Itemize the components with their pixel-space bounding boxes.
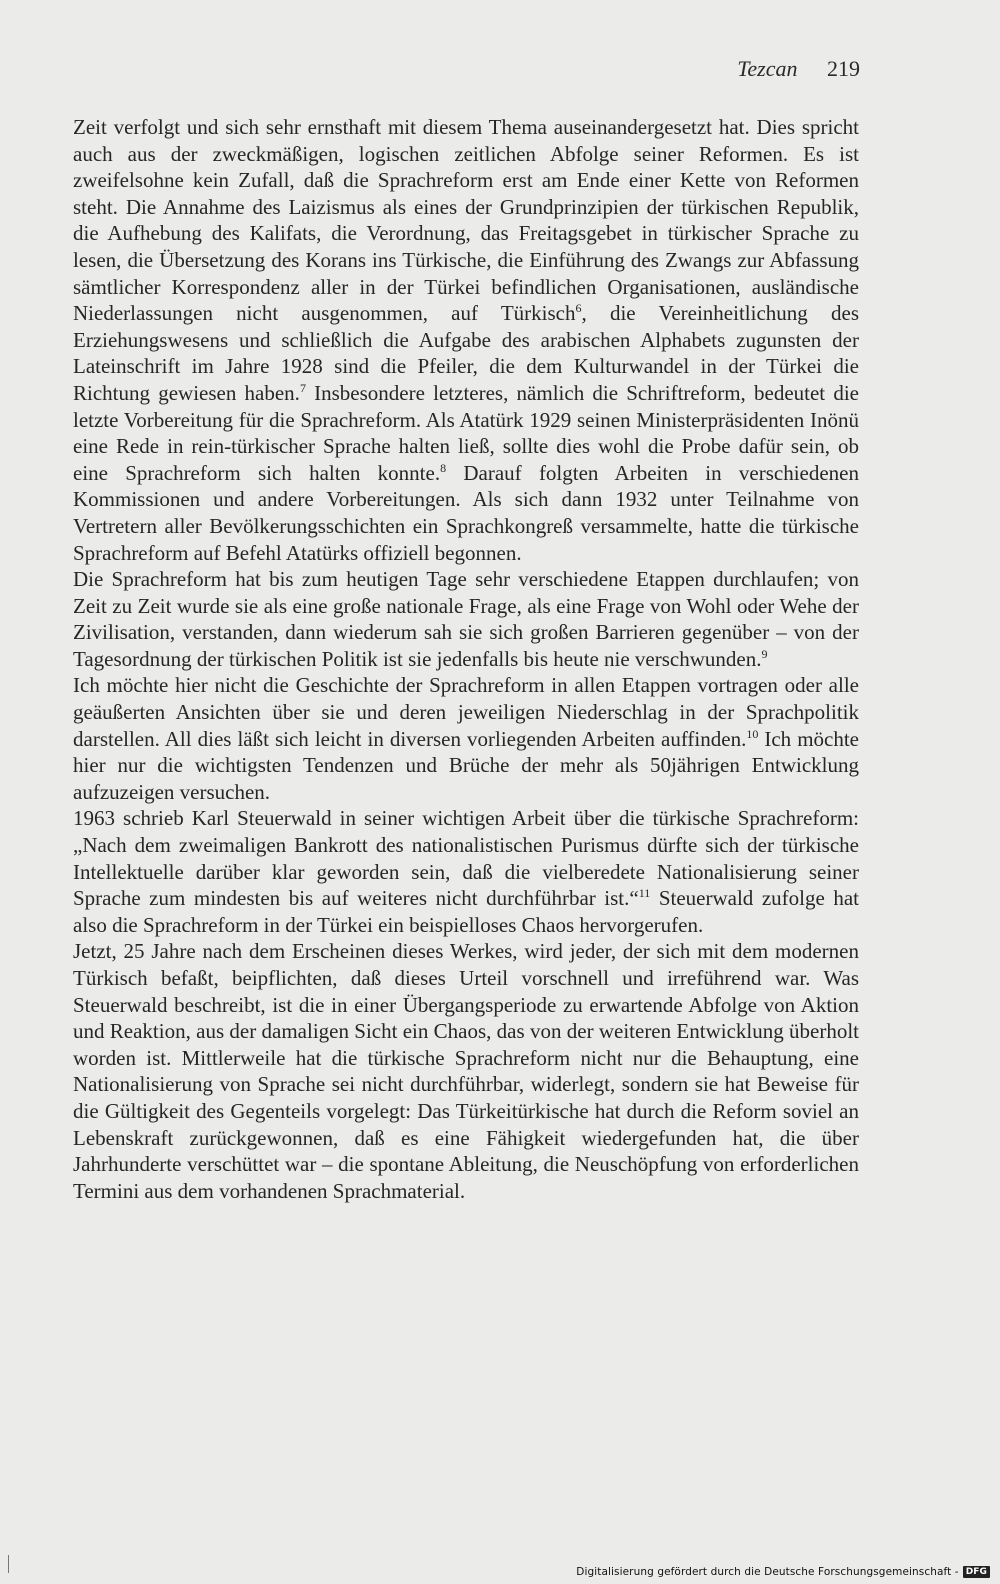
paragraph-text: , die Vereinheitlichung des Erziehungswesens und schließlich die Aufgabe des arabischen Alphabets zugunsten der Lateinschrift im Jahre 1928 sind die Pfeiler, die dem Kulturwandel in der Türkei die Richtung gewiesen haben. (73, 301, 859, 405)
paragraph (73, 114, 859, 566)
paragraph-text: 1963 schrieb Karl Steuerwald in seiner wichtigen Arbeit über die türkische Sprachreform: „Nach dem zweimaligen Bankrott des nationalistischen Purismus dürfte sich der türkische Intellektuelle darüber klar geworden sein, daß die vielberedete Nationalisierung seiner Sprache zum mindesten bis auf weiteres nicht durchführbar ist.“ (73, 806, 859, 911)
footnote-reference: 9 (761, 646, 768, 661)
paragraph-text: Zeit verfolgt und sich sehr ernsthaft mit diesem Thema auseinandergesetzt hat. Dies spricht auch aus der zweckmäßigen, logischen zeitlichen Abfolge seiner Reformen. Es ist zweifelsohne kein Zufall, daß die Sprachreform erst am Ende einer Kette von Reformen steht. Die Annahme des Laizismus als eines der Grundprinzipien der türkischen Republik, die Aufhebung des Kalifats, die Verordnung, das Freitagsgebet in türkischer Sprache zu lesen, die Übersetzung des Korans ins Türkische, die Einführung des Zwangs zur Abfassung sämtlicher Korrespondenz aller in der Türkei befindlichen Organisationen, ausländische Niederlassungen nicht ausgenommen, auf Türkisch (73, 115, 859, 326)
page-number: 219 (827, 56, 860, 81)
scan-edge-mark (8, 1555, 9, 1573)
paragraph-text: Steuerwald zufolge hat also die Sprachreform in der Türkei ein beispielloses Chaos hervorgerufen. (73, 886, 859, 937)
body-text (73, 114, 859, 1204)
paragraph-text: Die Sprachreform hat bis zum heutigen Tage sehr verschiedene Etappen durchlaufen; von Zeit zu Zeit wurde sie als eine große nationale Frage, als eine Frage von Wohl oder Wehe der Zivilisation, verstanden, dann wiederum sah sie sich großen Barrieren gegenüber – von der Tagesordnung der türkischen Politik ist sie jedenfalls bis heute nie verschwunden. (73, 567, 859, 671)
paragraph (73, 672, 859, 805)
footnote-reference: 10 (746, 726, 759, 741)
paragraph-text: Jetzt, 25 Jahre nach dem Erscheinen dieses Werkes, wird jeder, der sich mit dem modernen Türkisch befaßt, beipflichten, daß dieses Urteil vorschnell und irreführend war. Was Steuerwald beschreibt, ist die in einer Übergangsperiode zu erwartende Abfolge von Aktion und Reaktion, aus der damaligen Sicht ein Chaos, das von der weiteren Entwicklung überholt worden ist. Mittlerweile hat die türkische Sprachreform nicht nur die Behauptung, eine Nationalisierung von Sprache sei nicht durchführbar, widerlegt, sondern sie hat Beweise für die Gültigkeit des Gegenteils vorgelegt: Das Türkeitürkische hat durch die Reform soviel an Lebenskraft zurückgewonnen, daß es eine Fähigkeit wiedergefunden hat, die über Jahrhunderte verschüttet war – die spontane Ableitung, die Neuschöpfung von erforderlichen Termini aus dem vorhandenen Sprachmaterial. (73, 939, 859, 1203)
paragraph (73, 805, 859, 938)
paragraph-text: Darauf folgten Arbeiten in verschiedenen Kommissionen und andere Vorbereitungen. Als sich dann 1932 unter Teilnahme von Vertretern aller Bevölkerungsschichten ein Sprachkongreß versammelte, hatte die türkische Sprachreform auf Befehl Atatürks offiziell begonnen. (73, 460, 860, 565)
paragraph-text: Insbesondere letzteres, nämlich die Schriftreform, bedeutet die letzte Vorbereitung für die Sprachreform. Als Atatürk 1929 seinen Ministerpräsidenten Inönü eine Rede in rein-türkischer Sprache halten ließ, sollte dies wohl die Probe dafür sein, ob eine Sprachreform sich halten konnte. (73, 380, 859, 485)
running-header (737, 56, 860, 82)
running-head-author: Tezcan (737, 56, 798, 81)
credit-text: Digitalisierung gefördert durch die Deutsche Forschungsgemeinschaft - (576, 1566, 959, 1578)
footnote-reference: 6 (575, 301, 582, 316)
paragraph (73, 566, 859, 672)
paragraph (73, 938, 859, 1204)
paragraph-text: Ich möchte hier nicht die Geschichte der Sprachreform in allen Etappen vortragen oder alle geäußerten Ansichten über sie und deren jeweiligen Niederschlag in der Sprachpolitik darstellen. All dies läßt sich leicht in diversen vorliegenden Arbeiten auffinden. (73, 673, 859, 751)
paragraph-text: Ich möchte hier nur die wichtigsten Tendenzen und Brüche der mehr als 50jährigen Entwicklung aufzuzeigen versuchen. (73, 726, 859, 804)
dfg-logo-icon: DFG (963, 1566, 990, 1578)
footnote-reference: 8 (440, 460, 447, 475)
footnote-reference: 7 (299, 380, 306, 395)
footnote-reference: 11 (638, 886, 651, 901)
digitization-credit (576, 1566, 990, 1578)
